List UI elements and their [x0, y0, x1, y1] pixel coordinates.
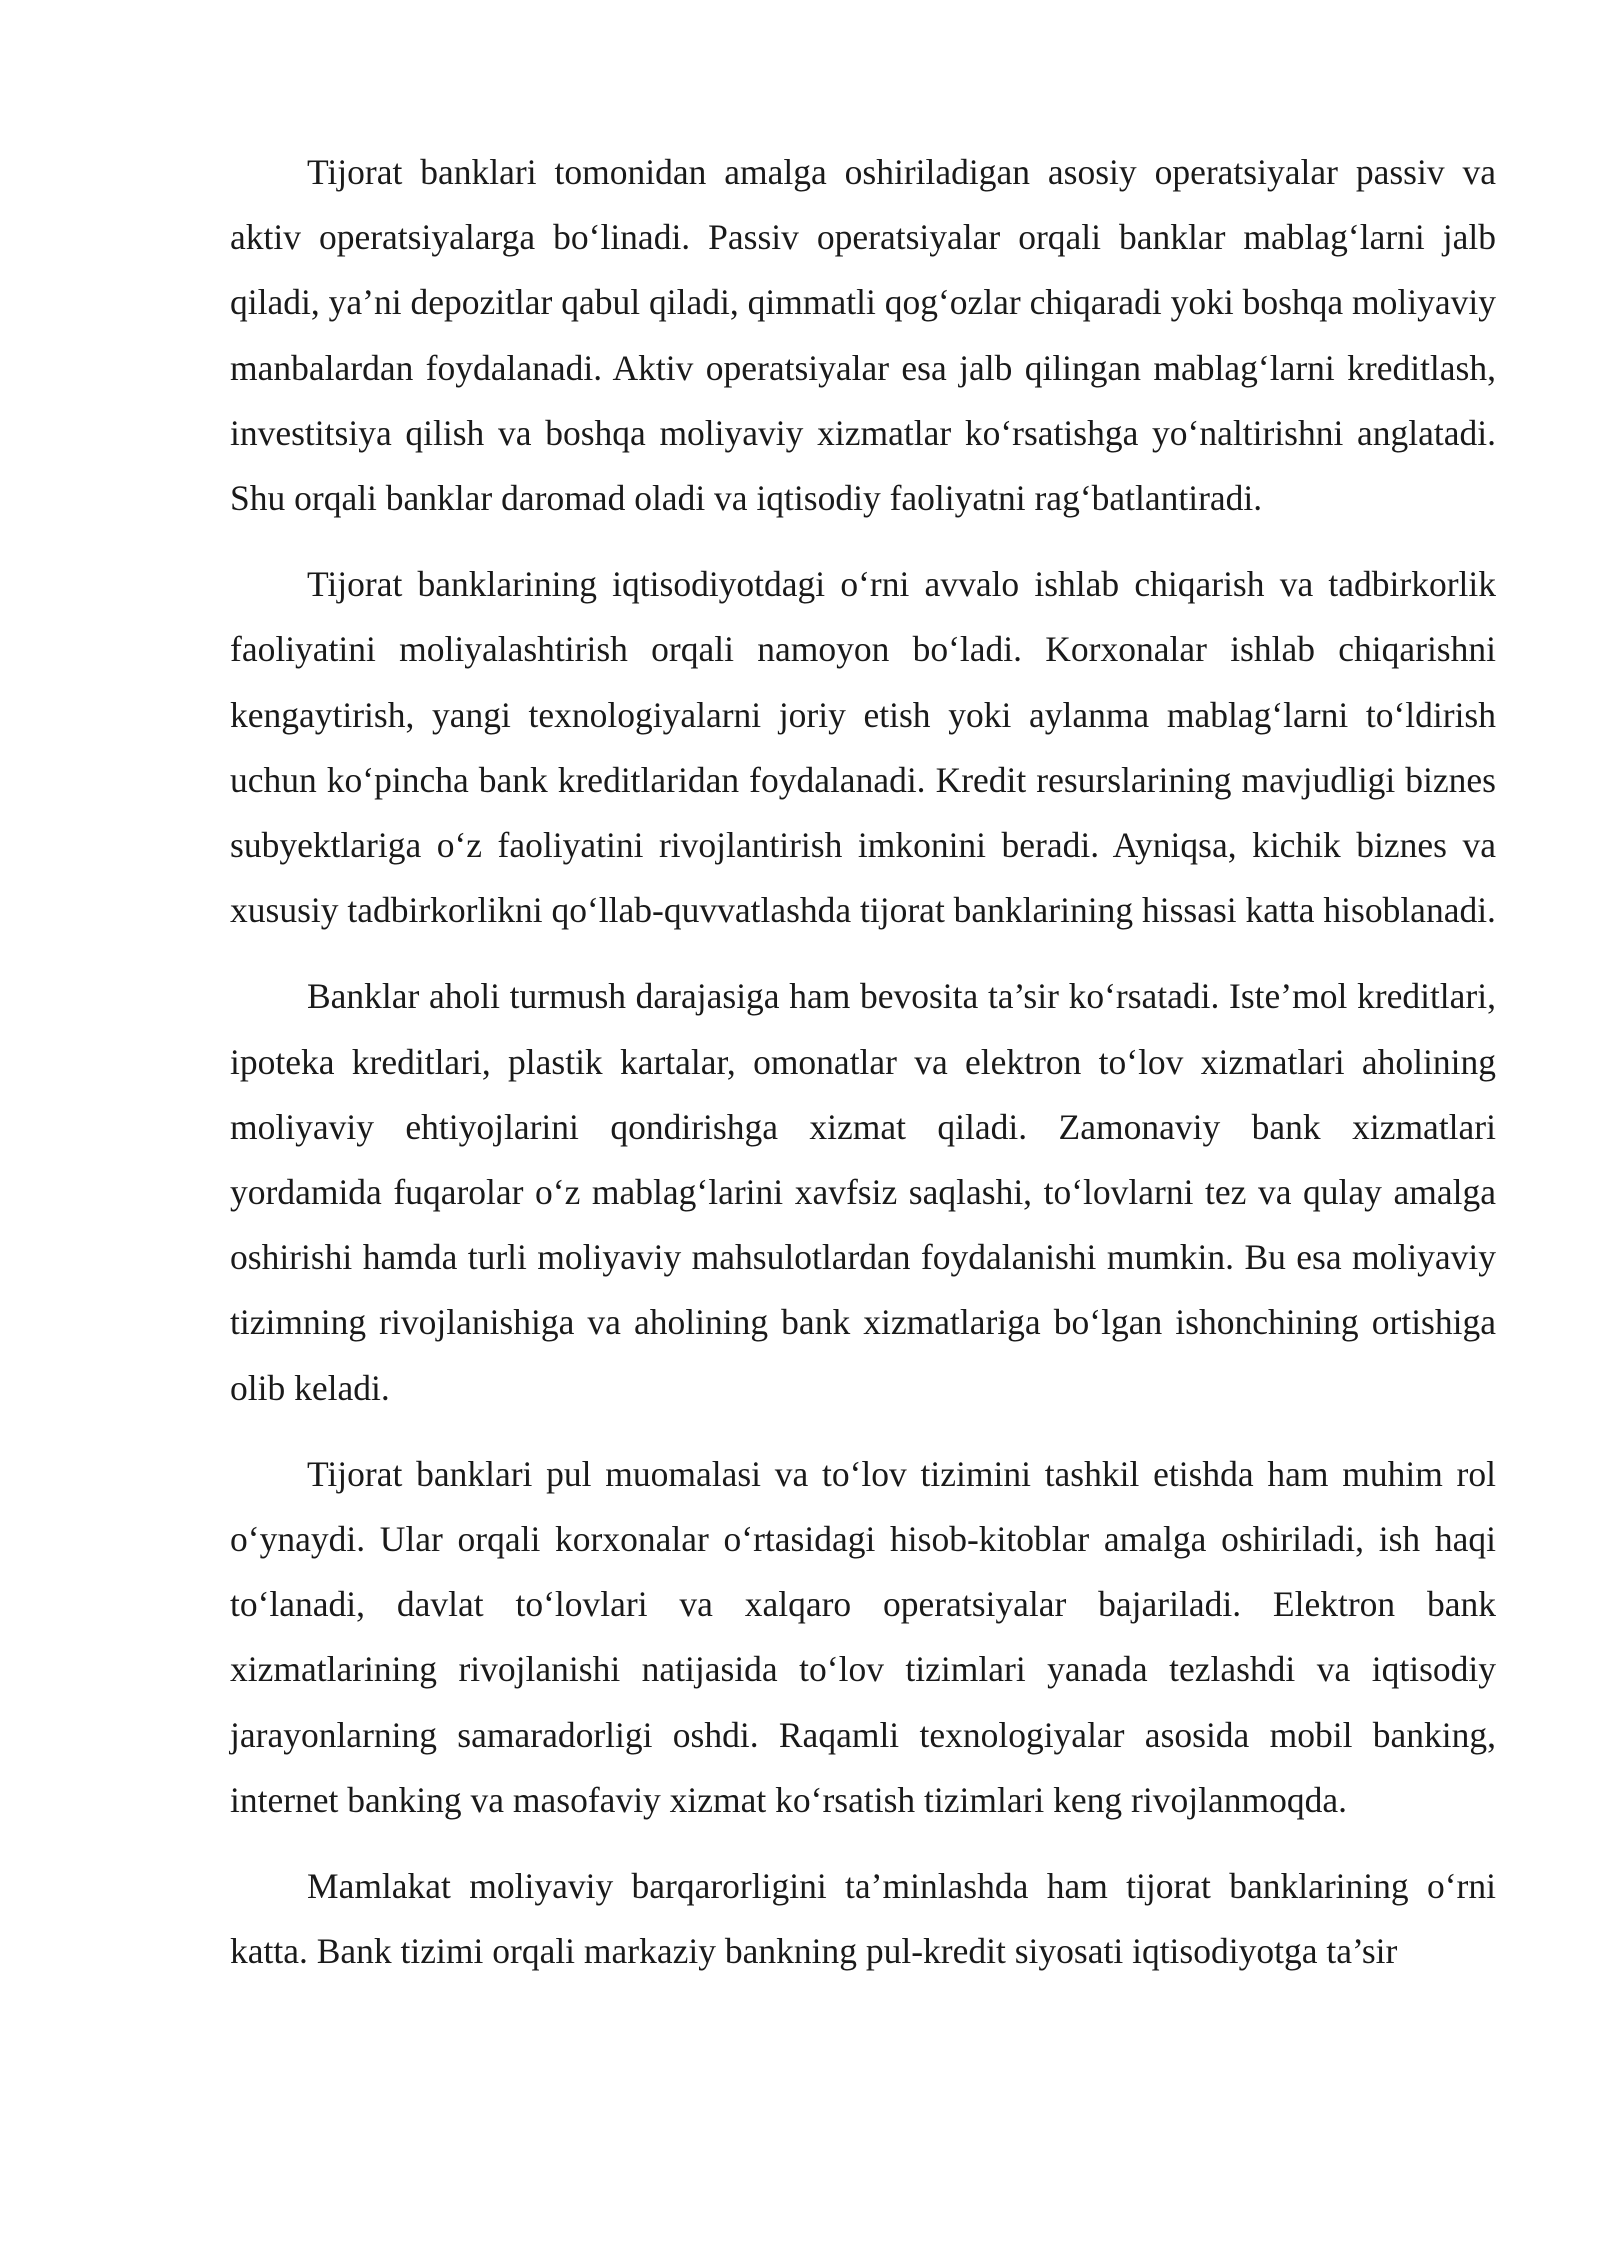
paragraph-4: Tijorat banklari pul muomalasi va to‘lov tizimini tashkil etishda ham muhim rol o‘ynaydi. Ular orqali korxonalar o‘rtasidagi hisob-kitoblar amalga oshiriladi, ish haqi to‘lanadi, davlat to‘lovlari va xalqaro operatsiyalar bajariladi. Elektron bank xizmatlarining rivojlanishi natijasida to‘lov tizimlari yanada tezlashdi va iqtisodiy jarayonlarning samaradorligi oshdi. Raqamli texnologiyalar asosida mobil banking, internet banking va masofaviy xizmat ko‘rsatish tizimlari keng rivojlanmoqda.: [230, 1453, 1496, 1820]
paragraph-1: Tijorat banklari tomonidan amalga oshiriladigan asosiy operatsiyalar passiv va aktiv operatsiyalarga bo‘linadi. Passiv operatsiyalar orqali banklar mablag‘larni jalb qiladi, ya’ni depozitlar qabul qiladi, qimmatli qog‘ozlar chiqaradi yoki boshqa moliyaviy manbalardan foydalanadi. Aktiv operatsiyalar esa jalb qilingan mablag‘larni kreditlash, investitsiya qilish va boshqa moliyaviy xizmatlar ko‘rsatishga yo‘naltirishni anglatadi. Shu orqali banklar daromad oladi va iqtisodiy faoliyatni rag‘batlantiradi.: [230, 152, 1496, 519]
paragraph-2: Tijorat banklarining iqtisodiyotdagi o‘rni avvalo ishlab chiqarish va tadbirkorlik faoliyatini moliyalashtirish orqali namoyon bo‘ladi. Korxonalar ishlab chiqarishni kengaytirish, yangi texnologiyalarni joriy etish yoki aylanma mablag‘larni to‘ldirish uchun ko‘pincha bank kreditlaridan foydalanadi. Kredit resurslarining mavjudligi biznes subyektlariga o‘z faoliyatini rivojlantirish imkonini beradi. Ayniqsa, kichik biznes va xususiy tadbirkorlikni qo‘llab-quvvatlashda tijorat banklarining hissasi katta hisoblanadi.: [230, 564, 1496, 931]
document-page: [230, 140, 1496, 2005]
paragraph-5: Mamlakat moliyaviy barqarorligini ta’minlashda ham tijorat banklarining o‘rni katta. Bank tizimi orqali markaziy bankning pul-kredit siyosati iqtisodiyotga ta’sir: [230, 1866, 1496, 1972]
paragraph-3: Banklar aholi turmush darajasiga ham bevosita ta’sir ko‘rsatadi. Iste’mol kreditlari, ipoteka kreditlari, plastik kartalar, omonatlar va elektron to‘lov xizmatlari aholining moliyaviy ehtiyojlarini qondirishga xizmat qiladi. Zamonaviy bank xizmatlari yordamida fuqarolar o‘z mablag‘larini xavfsiz saqlashi, to‘lovlarni tez va qulay amalga oshirishi hamda turli moliyaviy mahsulotlardan foydalanishi mumkin. Bu esa moliyaviy tizimning rivojlanishiga va aholining bank xizmatlariga bo‘lgan ishonchining ortishiga olib keladi.: [230, 976, 1496, 1408]
